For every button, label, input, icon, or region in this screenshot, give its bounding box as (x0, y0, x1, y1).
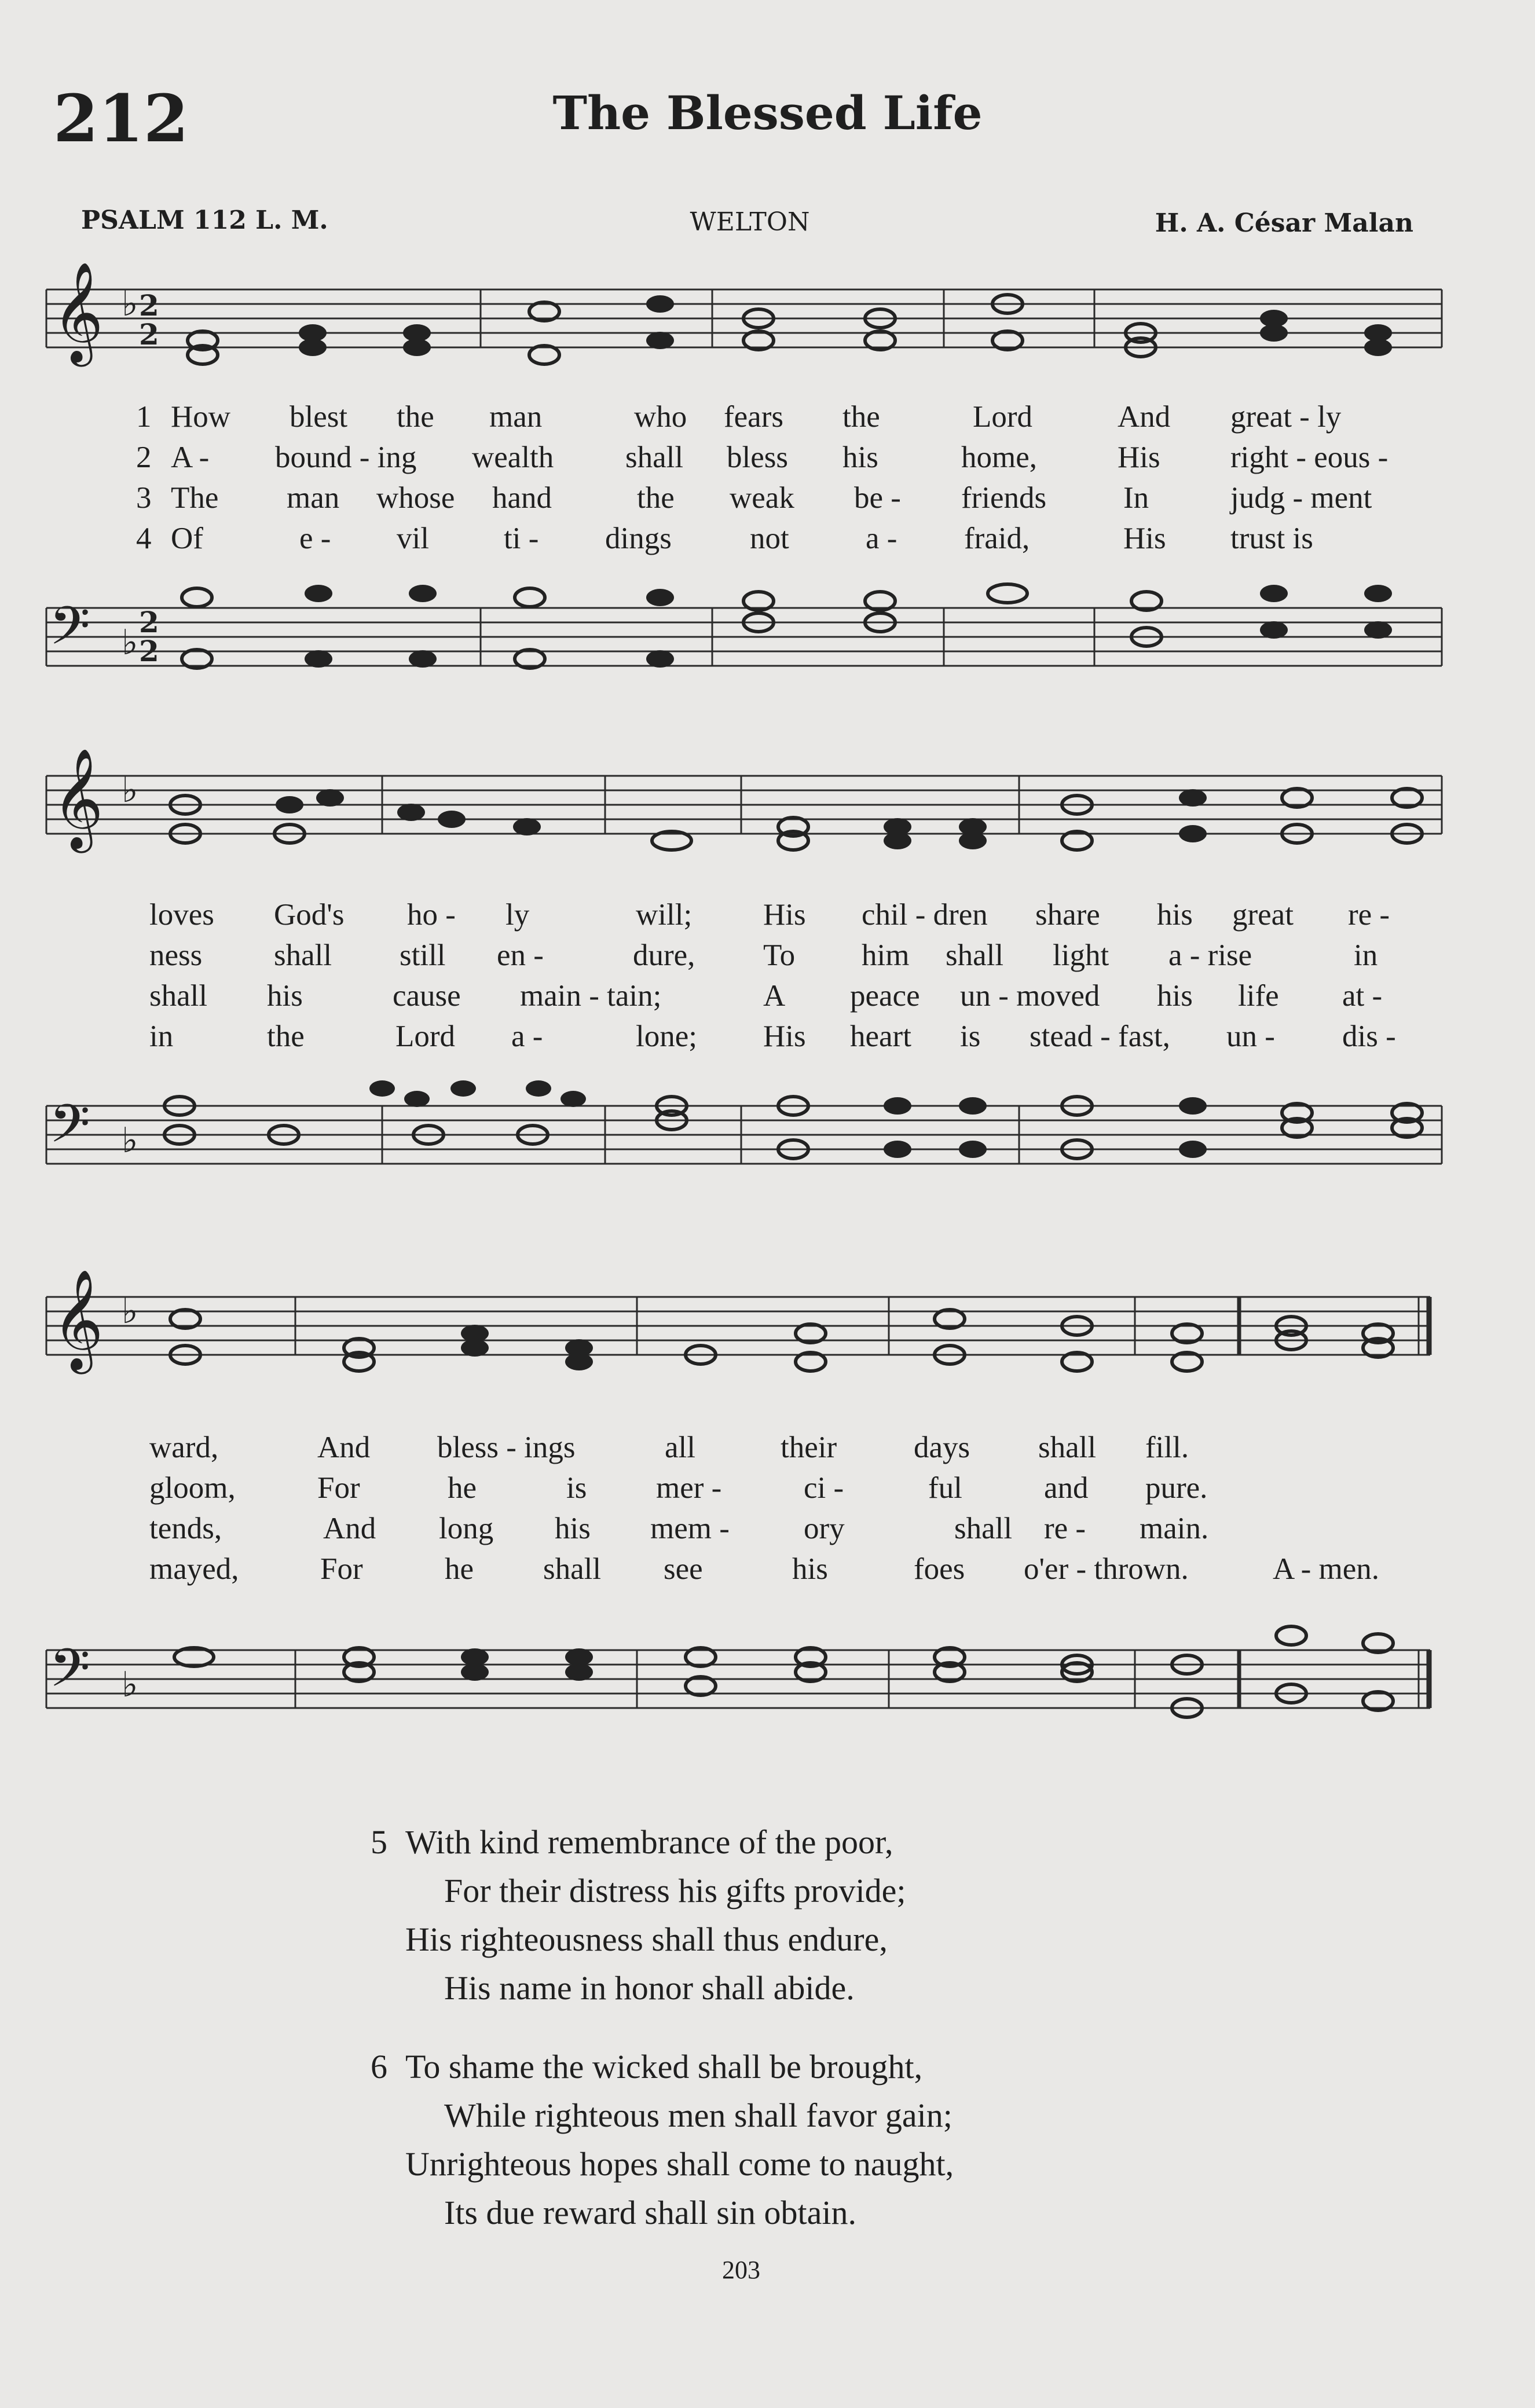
bass-clef-icon: 𝄢 (49, 1637, 90, 1711)
treble-staff-system-1 (35, 261, 1448, 388)
treble-clef-icon: 𝄞 (52, 748, 104, 849)
lyric-line: 3 The man whose hand the weak be - friends In judg - ment (136, 481, 1372, 515)
treble-staff-system-3 (35, 1262, 1448, 1390)
lyric-line: ness shall still en - dure, To him shall light a - rise in (149, 939, 1378, 972)
page-number: 203 (722, 2256, 760, 2284)
svg-text:2: 2 (139, 605, 159, 639)
svg-text:♭: ♭ (122, 770, 138, 811)
stanza-6: 6 To shame the wicked shall be brought, While righteous men shall favor gain; Unrighteous hopes shall come to naught, Its due reward shall sin obtain. (371, 2043, 954, 2237)
bass-clef-icon: 𝄢 (49, 595, 90, 669)
svg-text:2: 2 (139, 317, 159, 351)
svg-text:2: 2 (139, 288, 159, 322)
lyric-line: 1 How blest the man who fears the Lord And great - ly (136, 400, 1342, 434)
lyric-line: 2 A - bound - ing wealth shall bless his home, His right - eous - (136, 441, 1389, 474)
bass-staff-system-3 (35, 1610, 1448, 1749)
svg-text:♭: ♭ (122, 1120, 138, 1161)
svg-text:♭: ♭ (122, 1665, 138, 1705)
treble-clef-icon: 𝄞 (52, 1269, 104, 1370)
lyrics-system-1 (136, 399, 1439, 562)
lyric-line: in the Lord a - lone; His heart is stead - fast, un - dis - (149, 1020, 1396, 1053)
additional-verses (371, 1818, 954, 2267)
tune-name: WELTON (690, 207, 810, 237)
lyric-line: ward, And bless - ings all their days shall fill. (149, 1431, 1189, 1464)
treble-staff-system-2 (35, 741, 1448, 880)
hymn-title: The Blessed Life (552, 86, 983, 140)
svg-text:♭: ♭ (122, 622, 138, 663)
lyrics-system-2 (149, 897, 1452, 1060)
lyrics-system-3 (149, 1430, 1452, 1592)
lyric-line: loves God's ho - ly will; His chil - dren share his great re - (149, 898, 1390, 932)
lyric-line: 4 Of e - vil ti - dings not a - fraid, His trust is (136, 522, 1313, 555)
svg-text:♭: ♭ (122, 284, 138, 324)
meter-label: PSALM 112 L. M. (81, 206, 328, 235)
svg-text:2: 2 (139, 634, 159, 668)
composer-name: H. A. César Malan (1155, 208, 1413, 238)
hymn-number: 212 (53, 81, 189, 157)
lyric-line: shall his cause main - tain; A peace un - moved his life at - (149, 979, 1383, 1013)
verse-number: 6 (371, 2048, 387, 2086)
verse-number: 5 (371, 1823, 387, 1861)
lyric-line: mayed, For he shall see his foes o'er - thrown. A - men. (149, 1552, 1379, 1586)
treble-clef-icon: 𝄞 (52, 262, 104, 362)
svg-text:♭: ♭ (122, 1291, 138, 1332)
lyric-line: tends, And long his mem - ory shall re - main. (149, 1512, 1209, 1545)
stanza-5: 5 With kind remembrance of the poor, For their distress his gifts provide; His righteousness shall thus endure, His name in honor shall abide. (371, 1818, 954, 2013)
verse-number: 1 (136, 400, 152, 434)
bass-clef-icon: 𝄢 (49, 1093, 90, 1167)
lyric-line: gloom, For he is mer - ci - ful and pure. (149, 1471, 1208, 1505)
bass-staff-system-2 (35, 1065, 1448, 1204)
bass-staff-system-1 (35, 567, 1448, 695)
